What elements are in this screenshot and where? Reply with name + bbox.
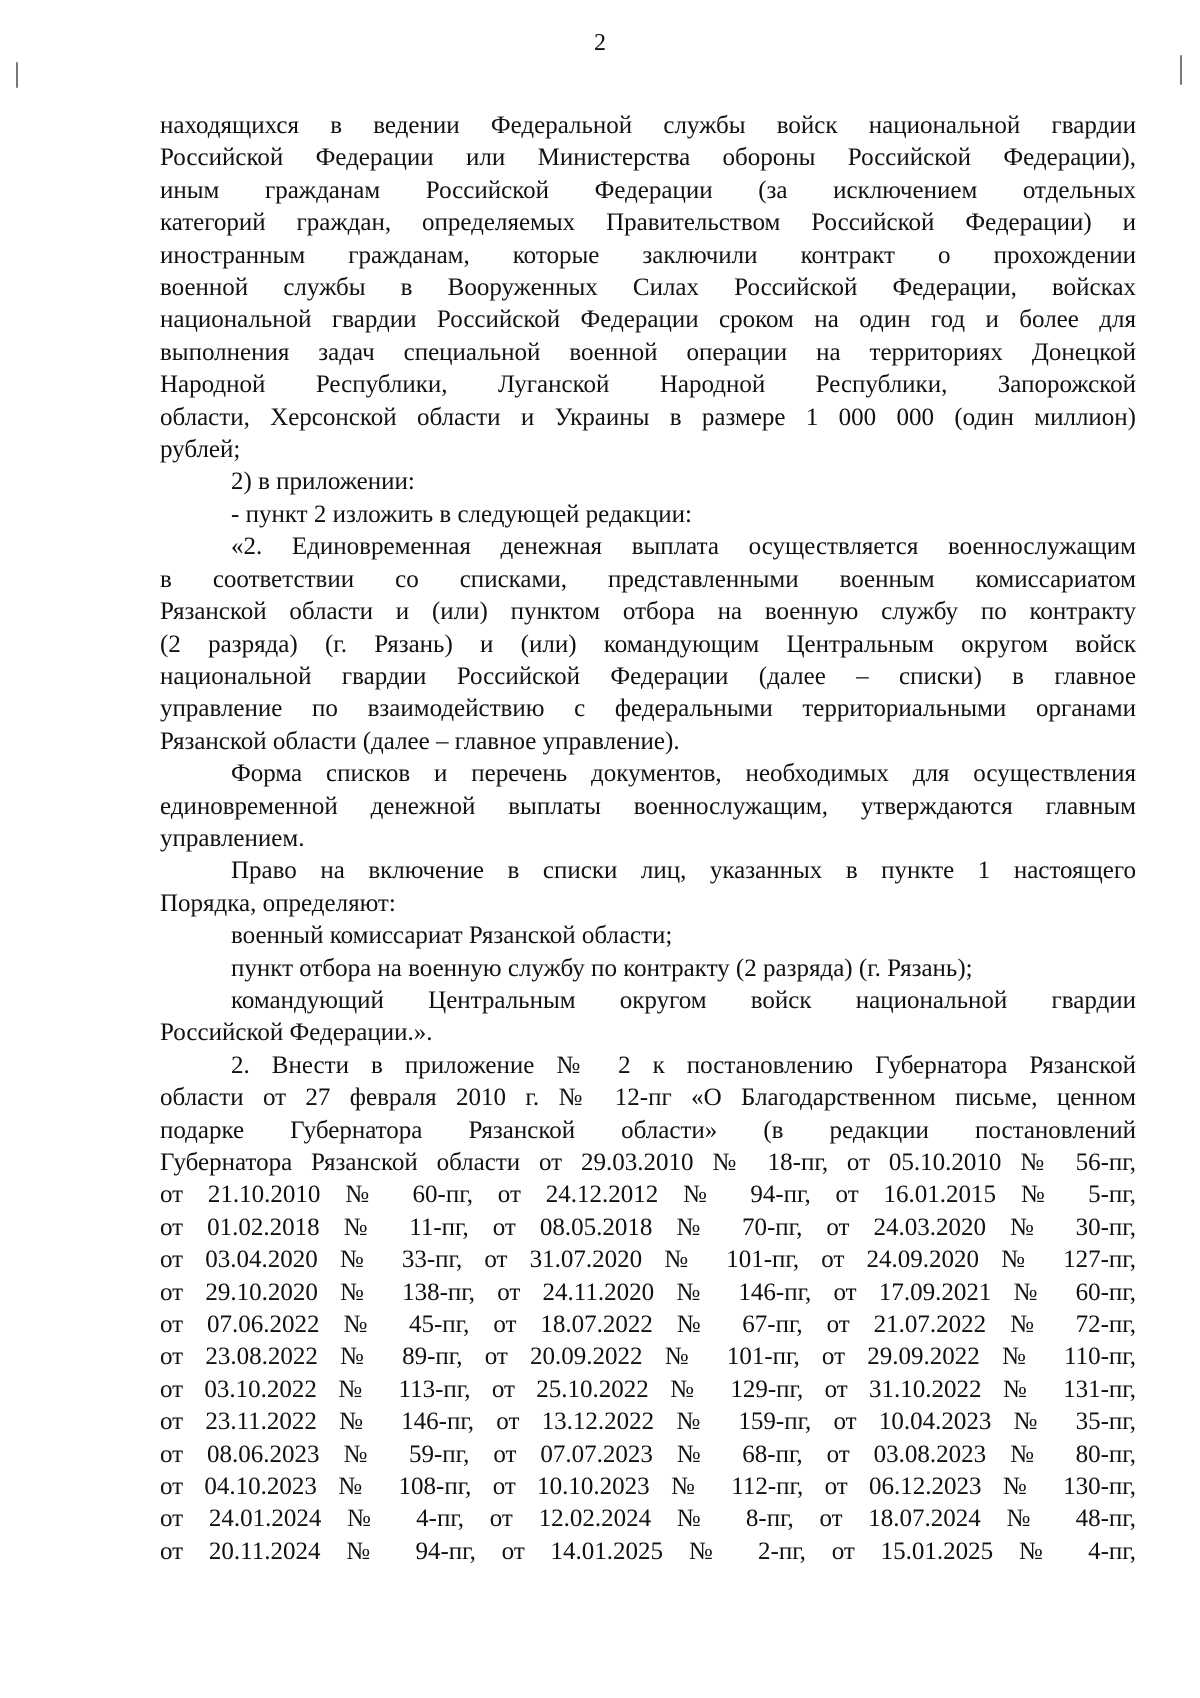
text-line: иностранным гражданам, которые заключили контракт о прохождении bbox=[160, 241, 1136, 269]
text-line: управлением. bbox=[160, 824, 305, 852]
text-line: от 23.11.2022 № 146-пг, от 13.12.2022 № 159-пг, от 10.04.2023 № 35-пг, bbox=[160, 1408, 1136, 1436]
text-line: Право на включение в списки лиц, указанных в пункте 1 настоящего bbox=[231, 857, 1136, 885]
text-line: Губернатора Рязанской области от 29.03.2010 № 18-пг, от 05.10.2010 № 56-пг, bbox=[160, 1149, 1136, 1176]
text-line: национальной гвардии Российской Федерации (далее – списки) в главное bbox=[160, 662, 1136, 690]
text-line: от 29.10.2020 № 138-пг, от 24.11.2020 № 146-пг, от 17.09.2021 № 60-пг, bbox=[160, 1278, 1136, 1306]
text-line: от 07.06.2022 № 45-пг, от 18.07.2022 № 67-пг, от 21.07.2022 № 72-пг, bbox=[160, 1311, 1136, 1339]
text-line: от 04.10.2023 № 108-пг, от 10.10.2023 № 112-пг, от 06.12.2023 № 130-пг, bbox=[160, 1473, 1136, 1501]
text-line: в соответствии со списками, представленными военным комиссариатом bbox=[160, 565, 1136, 593]
text-line: - пункт 2 изложить в следующей редакции: bbox=[231, 500, 692, 528]
text-line: иным гражданам Российской Федерации (за исключением отдельных bbox=[160, 176, 1136, 204]
scan-artifact-left bbox=[16, 62, 18, 88]
text-line: Российской Федерации.». bbox=[160, 1019, 433, 1047]
text-line: подарке Губернатора Рязанской области» (в редакции постановлений bbox=[160, 1116, 1136, 1144]
text-line: национальной гвардии Российской Федерации сроком на один год и более для bbox=[160, 306, 1136, 334]
text-line: управление по взаимодействию с федеральными территориальными органами bbox=[160, 695, 1136, 723]
text-line: Порядка, определяют: bbox=[160, 889, 396, 917]
scan-artifact-right bbox=[1180, 55, 1182, 85]
text-line: от 01.02.2018 № 11-пг, от 08.05.2018 № 70-пг, от 24.03.2020 № 30-пг, bbox=[160, 1213, 1136, 1241]
text-line: Рязанской области (далее – главное управление). bbox=[160, 727, 680, 755]
text-line: Народной Республики, Луганской Народной Республики, Запорожской bbox=[160, 371, 1136, 399]
text-line: Рязанской области и (или) пунктом отбора на военную службу по контракту bbox=[160, 598, 1136, 626]
text-line: единовременной денежной выплаты военнослужащим, утверждаются главным bbox=[160, 792, 1136, 820]
text-line: рублей; bbox=[160, 436, 241, 464]
text-line: категорий граждан, определяемых Правительством Российской Федерации) и bbox=[160, 209, 1136, 237]
text-line: Российской Федерации или Министерства обороны Российской Федерации), bbox=[160, 144, 1136, 172]
text-line: 2) в приложении: bbox=[231, 468, 415, 496]
text-line: от 03.04.2020 № 33-пг, от 31.07.2020 № 101-пг, от 24.09.2020 № 127-пг, bbox=[160, 1246, 1136, 1274]
text-line: находящихся в ведении Федеральной службы войск национальной гвардии bbox=[160, 112, 1136, 139]
text-line: пункт отбора на военную службу по контракту (2 разряда) (г. Рязань); bbox=[231, 954, 973, 982]
text-line: от 23.08.2022 № 89-пг, от 20.09.2022 № 101-пг, от 29.09.2022 № 110-пг, bbox=[160, 1343, 1136, 1371]
text-line: от 03.10.2022 № 113-пг, от 25.10.2022 № 129-пг, от 31.10.2022 № 131-пг, bbox=[160, 1375, 1136, 1403]
text-line: военный комиссариат Рязанской области; bbox=[231, 922, 673, 950]
text-line: 2. Внести в приложение № 2 к постановлению Губернатора Рязанской bbox=[231, 1051, 1136, 1079]
text-line: Форма списков и перечень документов, необходимых для осуществления bbox=[231, 760, 1136, 788]
document-body bbox=[160, 110, 1136, 1568]
page-number: 2 bbox=[594, 30, 606, 56]
text-line: области от 27 февраля 2010 г. № 12-пг «О Благодарственном письме, ценном bbox=[160, 1084, 1136, 1112]
text-line: от 20.11.2024 № 94-пг, от 14.01.2025 № 2-пг, от 15.01.2025 № 4-пг, bbox=[160, 1537, 1136, 1565]
text-line: выполнения задач специальной военной операции на территориях Донецкой bbox=[160, 338, 1136, 366]
text-line: от 08.06.2023 № 59-пг, от 07.07.2023 № 68-пг, от 03.08.2023 № 80-пг, bbox=[160, 1440, 1136, 1468]
text-line: области, Херсонской области и Украины в размере 1 000 000 (один миллион) bbox=[160, 403, 1136, 431]
text-line: «2. Единовременная денежная выплата осуществляется военнослужащим bbox=[231, 533, 1136, 561]
text-line: от 24.01.2024 № 4-пг, от 12.02.2024 № 8-пг, от 18.07.2024 № 48-пг, bbox=[160, 1505, 1136, 1533]
text-line: военной службы в Вооруженных Силах Российской Федерации, войсках bbox=[160, 274, 1136, 302]
text-line: от 21.10.2010 № 60-пг, от 24.12.2012 № 94-пг, от 16.01.2015 № 5-пг, bbox=[160, 1181, 1136, 1209]
text-line: (2 разряда) (г. Рязань) и (или) командующим Центральным округом войск bbox=[160, 630, 1136, 658]
text-line: командующий Центральным округом войск национальной гвардии bbox=[231, 986, 1136, 1014]
